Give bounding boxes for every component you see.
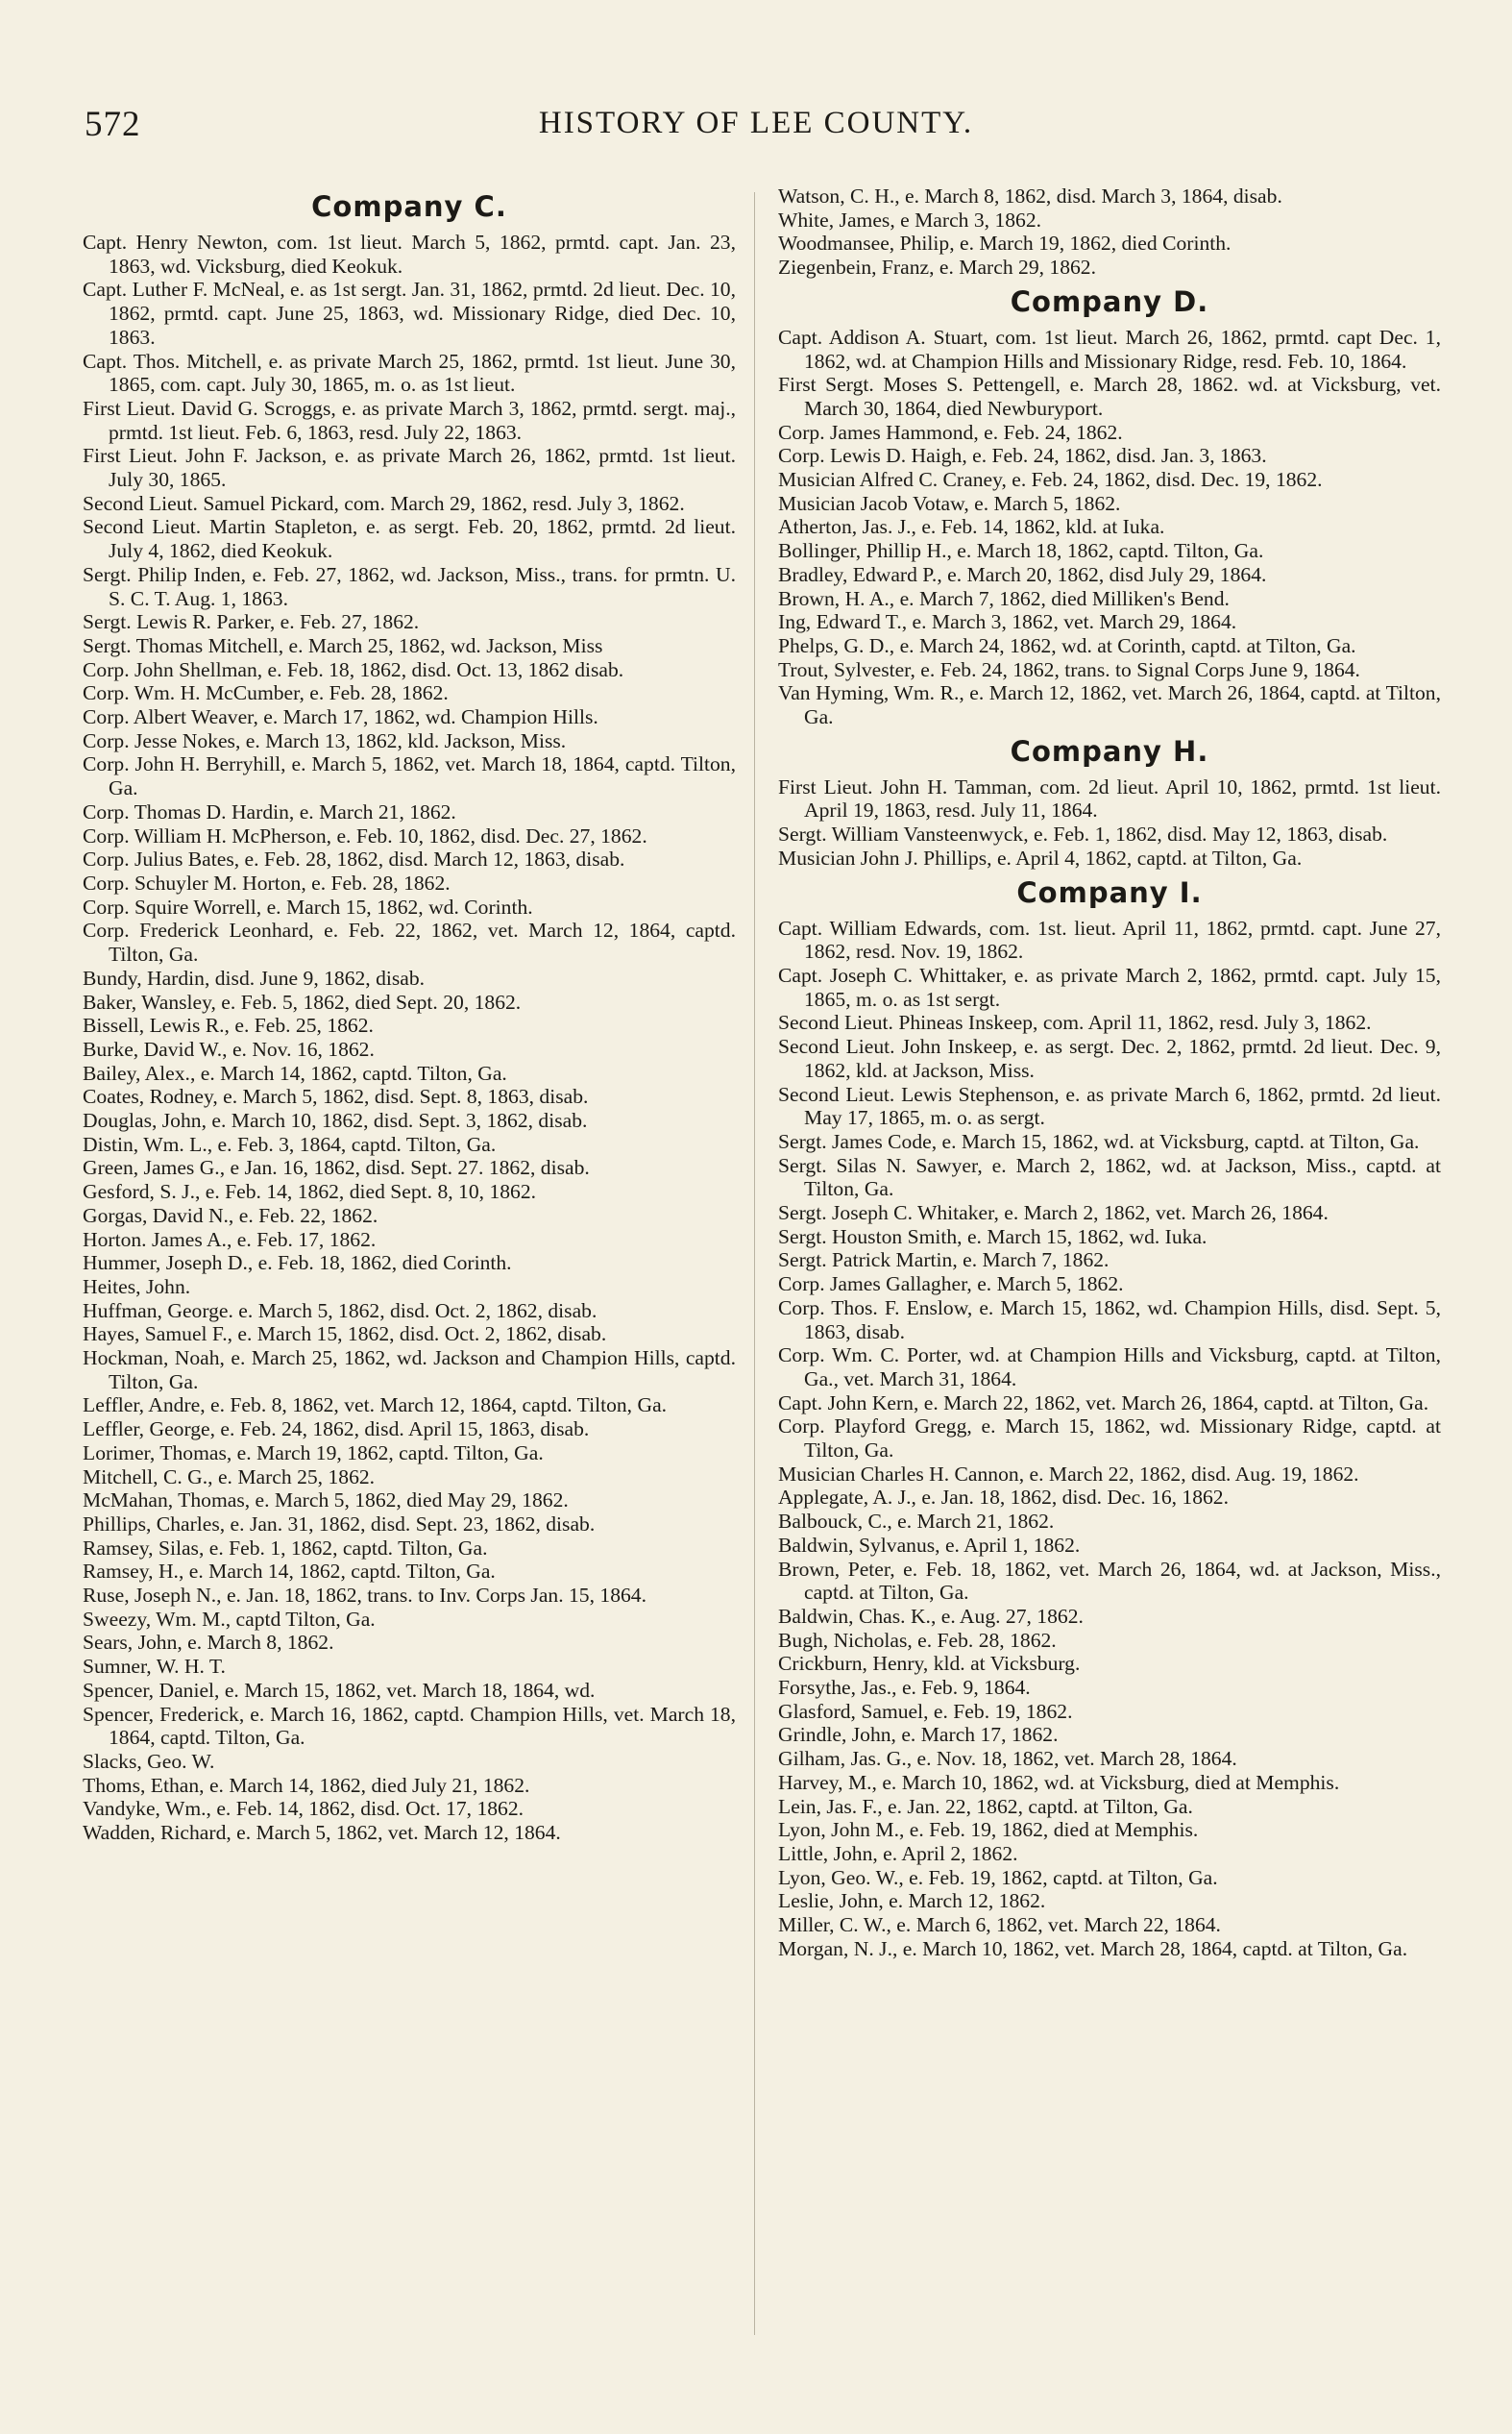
roster-entry: Capt. William Edwards, com. 1st. lieut. April 11, 1862, prmtd. capt. June 27, 1862, resd. Nov. 19, 1862. xyxy=(778,916,1441,964)
roster-entry: Grindle, John, e. March 17, 1862. xyxy=(778,1723,1059,1747)
roster-entry: Harvey, M., e. March 10, 1862, wd. at Vicksburg, died at Memphis. xyxy=(778,1770,1340,1794)
roster-entry: Phelps, G. D., e. March 24, 1862, wd. at Corinth, captd. at Tilton, Ga. xyxy=(778,633,1356,657)
page-header xyxy=(85,104,1427,158)
roster-entry: Morgan, N. J., e. March 10, 1862, vet. March 28, 1864, captd. at Tilton, Ga. xyxy=(778,1936,1408,1960)
roster-entry: Corp. Frederick Leonhard, e. Feb. 22, 1862, vet. March 12, 1864, captd. Tilton, Ga. xyxy=(83,919,736,967)
roster-entry: Corp. James Gallagher, e. March 5, 1862. xyxy=(778,1272,1124,1296)
roster-entry: Gilham, Jas. G., e. Nov. 18, 1862, vet. March 28, 1864. xyxy=(778,1747,1237,1771)
roster-entry: Miller, C. W., e. March 6, 1862, vet. March 22, 1864. xyxy=(778,1913,1221,1937)
roster-entry: Musician John J. Phillips, e. April 4, 1862, captd. at Tilton, Ga. xyxy=(778,846,1303,870)
roster-entry: Heites, John. xyxy=(83,1274,191,1298)
roster-entry: Sergt. William Vansteenwyck, e. Feb. 1, 1862, disd. May 12, 1863, disab. xyxy=(778,823,1388,847)
roster-entry: Second Lieut. Lewis Stephenson, e. as private March 6, 1862, prmtd. 2d lieut. May 17, 1865, m. o. as sergt. xyxy=(778,1082,1441,1130)
roster-entry: Hayes, Samuel F., e. March 15, 1862, disd. Oct. 2, 1862, disab. xyxy=(83,1322,607,1346)
roster-entry: Baldwin, Chas. K., e. Aug. 27, 1862. xyxy=(778,1604,1084,1628)
roster-entry: Capt. Henry Newton, com. 1st lieut. March 5, 1862, prmtd. capt. Jan. 23, 1863, wd. Vicksburg, died Keokuk. xyxy=(83,231,736,278)
roster-entry: Forsythe, Jas., e. Feb. 9, 1864. xyxy=(778,1676,1031,1700)
roster-entry: Capt. Joseph C. Whittaker, e. as private March 2, 1862, prmtd. capt. July 15, 1865, m. o. as 1st sergt. xyxy=(778,963,1441,1011)
roster-entry: Brown, H. A., e. March 7, 1862, died Milliken's Bend. xyxy=(778,586,1230,610)
roster-entry: Corp. Thos. F. Enslow, e. March 15, 1862, wd. Champion Hills, disd. Sept. 5, 1863, disab. xyxy=(778,1295,1441,1343)
roster-entry: Atherton, Jas. J., e. Feb. 14, 1862, kld. at Iuka. xyxy=(778,515,1165,539)
roster-entry: Bissell, Lewis R., e. Feb. 25, 1862. xyxy=(83,1014,374,1038)
roster-entry: Gorgas, David N., e. Feb. 22, 1862. xyxy=(83,1203,378,1227)
roster-entry: Corp. William H. McPherson, e. Feb. 10, 1862, disd. Dec. 27, 1862. xyxy=(83,824,647,848)
roster-entry: McMahan, Thomas, e. March 5, 1862, died May 29, 1862. xyxy=(83,1488,569,1512)
roster-entry: Burke, David W., e. Nov. 16, 1862. xyxy=(83,1037,375,1061)
roster-entry: Spencer, Daniel, e. March 15, 1862, vet. March 18, 1864, wd. xyxy=(83,1678,596,1702)
roster-entry: Sears, John, e. March 8, 1862. xyxy=(83,1631,334,1655)
section-heading: Company H. xyxy=(1010,734,1209,768)
roster-entry: Sergt. Houston Smith, e. March 15, 1862, wd. Iuka. xyxy=(778,1224,1207,1248)
roster-entry: Second Lieut. Phineas Inskeep, com. April 11, 1862, resd. July 3, 1862. xyxy=(778,1011,1372,1035)
roster-entry: Second Lieut. John Inskeep, e. as sergt. Dec. 2, 1862, prmtd. 2d lieut. Dec. 9, 1862, kld. at Jackson, Miss. xyxy=(778,1035,1441,1082)
page-number: 572 xyxy=(85,105,141,144)
section-heading: Company I. xyxy=(1016,875,1203,909)
roster-entry: Sergt. Joseph C. Whitaker, e. March 2, 1862, vet. March 26, 1864. xyxy=(778,1201,1329,1225)
roster-entry: Ramsey, Silas, e. Feb. 1, 1862, captd. Tilton, Ga. xyxy=(83,1536,488,1560)
roster-entry: Wadden, Richard, e. March 5, 1862, vet. March 12, 1864. xyxy=(83,1821,561,1845)
roster-entry: Lyon, Geo. W., e. Feb. 19, 1862, captd. at Tilton, Ga. xyxy=(778,1865,1218,1889)
roster-entry: Capt. John Kern, e. March 22, 1862, vet. March 26, 1864, captd. at Tilton, Ga. xyxy=(778,1390,1429,1414)
left-column xyxy=(83,184,736,1845)
roster-entry: Sweezy, Wm. M., captd Tilton, Ga. xyxy=(83,1607,376,1631)
column-divider xyxy=(754,192,755,2335)
roster-entry: Sergt. Patrick Martin, e. March 7, 1862. xyxy=(778,1248,1110,1272)
roster-entry: Hummer, Joseph D., e. Feb. 18, 1862, died Corinth. xyxy=(83,1251,512,1275)
roster-entry: Capt. Luther F. McNeal, e. as 1st sergt. Jan. 31, 1862, prmtd. 2d lieut. Dec. 10, 1862, prmtd. capt. June 25, 1863, wd. Missionary Ridge, died Dec. 10, 1863. xyxy=(83,278,736,349)
roster-entry: Musician Alfred C. Craney, e. Feb. 24, 1862, disd. Dec. 19, 1862. xyxy=(778,468,1323,492)
roster-entry: Bugh, Nicholas, e. Feb. 28, 1862. xyxy=(778,1628,1057,1652)
roster-entry: Corp. Playford Gregg, e. March 15, 1862, wd. Missionary Ridge, captd. at Tilton, Ga. xyxy=(778,1414,1441,1463)
roster-entry: Hockman, Noah, e. March 25, 1862, wd. Jackson and Champion Hills, captd. Tilton, Ga. xyxy=(83,1346,736,1393)
roster-entry: Gesford, S. J., e. Feb. 14, 1862, died Sept. 8, 10, 1862. xyxy=(83,1180,537,1204)
roster-entry: Applegate, A. J., e. Jan. 18, 1862, disd. Dec. 16, 1862. xyxy=(778,1486,1229,1510)
roster-entry: Corp. Schuyler M. Horton, e. Feb. 28, 1862. xyxy=(83,871,451,895)
roster-entry: Musician Jacob Votaw, e. March 5, 1862. xyxy=(778,491,1121,515)
roster-entry: Corp. Lewis D. Haigh, e. Feb. 24, 1862, disd. Jan. 3, 1863. xyxy=(778,444,1267,468)
roster-entry: First Lieut. John F. Jackson, e. as private March 26, 1862, prmtd. 1st lieut. July 30, 1865. xyxy=(83,444,736,492)
roster-entry: Slacks, Geo. W. xyxy=(83,1750,215,1773)
roster-entry: Mitchell, C. G., e. March 25, 1862. xyxy=(83,1464,376,1488)
roster-entry: Ruse, Joseph N., e. Jan. 18, 1862, trans. to Inv. Corps Jan. 15, 1864. xyxy=(83,1584,646,1608)
company-section xyxy=(778,874,1441,1961)
roster-entry: Vandyke, Wm., e. Feb. 14, 1862, disd. Oct. 17, 1862. xyxy=(83,1797,524,1821)
company-section xyxy=(778,184,1441,280)
running-head: HISTORY OF LEE COUNTY. xyxy=(538,106,974,140)
roster-entry: Sumner, W. H. T. xyxy=(83,1655,226,1679)
roster-entry: Bundy, Hardin, disd. June 9, 1862, disab. xyxy=(83,966,426,990)
roster-entry: Phillips, Charles, e. Jan. 31, 1862, disd. Sept. 23, 1862, disab. xyxy=(83,1512,596,1536)
roster-entry: Trout, Sylvester, e. Feb. 24, 1862, trans. to Signal Corps June 9, 1864. xyxy=(778,657,1360,681)
roster-entry: Corp. Julius Bates, e. Feb. 28, 1862, disd. March 12, 1863, disab. xyxy=(83,848,625,872)
roster-entry: Ing, Edward T., e. March 3, 1862, vet. March 29, 1864. xyxy=(778,610,1237,634)
roster-entry: Leffler, George, e. Feb. 24, 1862, disd. April 15, 1863, disab. xyxy=(83,1417,590,1441)
roster-entry: First Lieut. David G. Scroggs, e. as private March 3, 1862, prmtd. sergt. maj., prmtd. 1st lieut. Feb. 6, 1863, resd. July 22, 1863. xyxy=(83,396,736,444)
roster-entry: Bollinger, Phillip H., e. March 18, 1862, captd. Tilton, Ga. xyxy=(778,539,1264,563)
roster-entry: Corp. Jesse Nokes, e. March 13, 1862, kld. Jackson, Miss. xyxy=(83,728,567,752)
roster-entry: Lorimer, Thomas, e. March 19, 1862, captd. Tilton, Ga. xyxy=(83,1440,544,1464)
roster-entry: Little, John, e. April 2, 1862. xyxy=(778,1842,1018,1865)
roster-entry: Douglas, John, e. March 10, 1862, disd. Sept. 3, 1862, disab. xyxy=(83,1109,588,1133)
roster-entry: White, James, e March 3, 1862. xyxy=(778,208,1042,232)
roster-entry: Corp. Wm. C. Porter, wd. at Champion Hills and Vicksburg, captd. at Tilton, Ga., vet. March 31, 1864. xyxy=(778,1343,1441,1390)
roster-entry: Baker, Wansley, e. Feb. 5, 1862, died Sept. 20, 1862. xyxy=(83,990,522,1014)
roster-entry: Crickburn, Henry, kld. at Vicksburg. xyxy=(778,1652,1081,1676)
roster-entry: Sergt. Philip Inden, e. Feb. 27, 1862, wd. Jackson, Miss., trans. for prmtn. U. S. C. T. Aug. 1, 1863. xyxy=(83,562,736,610)
company-section xyxy=(778,733,1441,871)
company-section xyxy=(778,283,1441,729)
section-heading: Company D. xyxy=(1010,284,1209,318)
roster-entry: Capt. Addison A. Stuart, com. 1st lieut. March 26, 1862, prmtd. capt Dec. 1, 1862, wd. at Champion Hills and Missionary Ridge, resd. Feb. 10, 1864. xyxy=(778,325,1441,373)
roster-entry: Sergt. Silas N. Sawyer, e. March 2, 1862, wd. at Jackson, Miss., captd. at Tilton, Ga. xyxy=(778,1153,1441,1201)
roster-entry: Sergt. Lewis R. Parker, e. Feb. 27, 1862. xyxy=(83,610,420,634)
roster-entry: Leslie, John, e. March 12, 1862. xyxy=(778,1889,1046,1913)
roster-entry: Lein, Jas. F., e. Jan. 22, 1862, captd. at Tilton, Ga. xyxy=(778,1794,1193,1818)
roster-entry: Spencer, Frederick, e. March 16, 1862, captd. Champion Hills, vet. March 18, 1864, captd. Tilton, Ga. xyxy=(83,1702,736,1750)
right-column xyxy=(778,184,1441,1961)
roster-entry: Sergt. Thomas Mitchell, e. March 25, 1862, wd. Jackson, Miss xyxy=(83,633,603,657)
section-heading: Company C. xyxy=(311,190,507,223)
roster-entry: Balbouck, C., e. March 21, 1862. xyxy=(778,1510,1055,1534)
roster-entry: Corp. Thomas D. Hardin, e. March 21, 1862. xyxy=(83,799,456,824)
roster-entry: Lyon, John M., e. Feb. 19, 1862, died at Memphis. xyxy=(778,1818,1199,1842)
roster-entry: First Sergt. Moses S. Pettengell, e. March 28, 1862. wd. at Vicksburg, vet. March 30, 1864, died Newburyport. xyxy=(778,373,1441,420)
roster-entry: Van Hyming, Wm. R., e. March 12, 1862, vet. March 26, 1864, captd. at Tilton, Ga. xyxy=(778,681,1441,729)
roster-entry: Corp. John Shellman, e. Feb. 18, 1862, disd. Oct. 13, 1862 disab. xyxy=(83,657,624,681)
roster-entry: Baldwin, Sylvanus, e. April 1, 1862. xyxy=(778,1533,1081,1557)
roster-entry: Horton. James A., e. Feb. 17, 1862. xyxy=(83,1227,377,1251)
roster-entry: Green, James G., e Jan. 16, 1862, disd. Sept. 27. 1862, disab. xyxy=(83,1156,590,1180)
roster-entry: Second Lieut. Samuel Pickard, com. March 29, 1862, resd. July 3, 1862. xyxy=(83,491,685,515)
roster-entry: Huffman, George. e. March 5, 1862, disd. Oct. 2, 1862, disab. xyxy=(83,1298,597,1322)
roster-entry: Coates, Rodney, e. March 5, 1862, disd. Sept. 8, 1863, disab. xyxy=(83,1085,589,1109)
roster-entry: Bailey, Alex., e. March 14, 1862, captd. Tilton, Ga. xyxy=(83,1061,507,1085)
roster-entry: First Lieut. John H. Tamman, com. 2d lieut. April 10, 1862, prmtd. 1st lieut. April 19, 1863, resd. July 11, 1864. xyxy=(778,774,1441,823)
roster-entry: Corp. Albert Weaver, e. March 17, 1862, wd. Champion Hills. xyxy=(83,705,598,729)
company-section xyxy=(83,188,736,1845)
roster-entry: Thoms, Ethan, e. March 14, 1862, died July 21, 1862. xyxy=(83,1773,530,1797)
roster-entry: Leffler, Andre, e. Feb. 8, 1862, vet. March 12, 1864, captd. Tilton, Ga. xyxy=(83,1393,668,1417)
roster-entry: Brown, Peter, e. Feb. 18, 1862, vet. March 26, 1864, wd. at Jackson, Miss., captd. at Tilton, Ga. xyxy=(778,1557,1441,1605)
roster-entry: Ziegenbein, Franz, e. March 29, 1862. xyxy=(778,256,1097,280)
roster-entry: Capt. Thos. Mitchell, e. as private March 25, 1862, prmtd. 1st lieut. June 30, 1865, com. capt. July 30, 1865, m. o. as 1st lieut. xyxy=(83,349,736,397)
roster-entry: Corp. Squire Worrell, e. March 15, 1862, wd. Corinth. xyxy=(83,895,533,919)
roster-entry: Second Lieut. Martin Stapleton, e. as sergt. Feb. 20, 1862, prmtd. 2d lieut. July 4, 1862, died Keokuk. xyxy=(83,515,736,563)
roster-entry: Sergt. James Code, e. March 15, 1862, wd. at Vicksburg, captd. at Tilton, Ga. xyxy=(778,1129,1420,1153)
roster-entry: Ramsey, H., e. March 14, 1862, captd. Tilton, Ga. xyxy=(83,1560,496,1584)
roster-entry: Corp. James Hammond, e. Feb. 24, 1862. xyxy=(778,420,1123,444)
roster-entry: Watson, C. H., e. March 8, 1862, disd. March 3, 1864, disab. xyxy=(778,184,1282,208)
roster-entry: Corp. Wm. H. McCumber, e. Feb. 28, 1862. xyxy=(83,681,449,705)
roster-entry: Corp. John H. Berryhill, e. March 5, 1862, vet. March 18, 1864, captd. Tilton, Ga. xyxy=(83,752,736,800)
roster-entry: Distin, Wm. L., e. Feb. 3, 1864, captd. Tilton, Ga. xyxy=(83,1132,497,1156)
roster-entry: Woodmansee, Philip, e. March 19, 1862, died Corinth. xyxy=(778,232,1232,256)
roster-entry: Musician Charles H. Cannon, e. March 22, 1862, disd. Aug. 19, 1862. xyxy=(778,1462,1359,1486)
roster-entry: Bradley, Edward P., e. March 20, 1862, disd July 29, 1864. xyxy=(778,562,1267,586)
roster-entry: Glasford, Samuel, e. Feb. 19, 1862. xyxy=(778,1699,1073,1723)
